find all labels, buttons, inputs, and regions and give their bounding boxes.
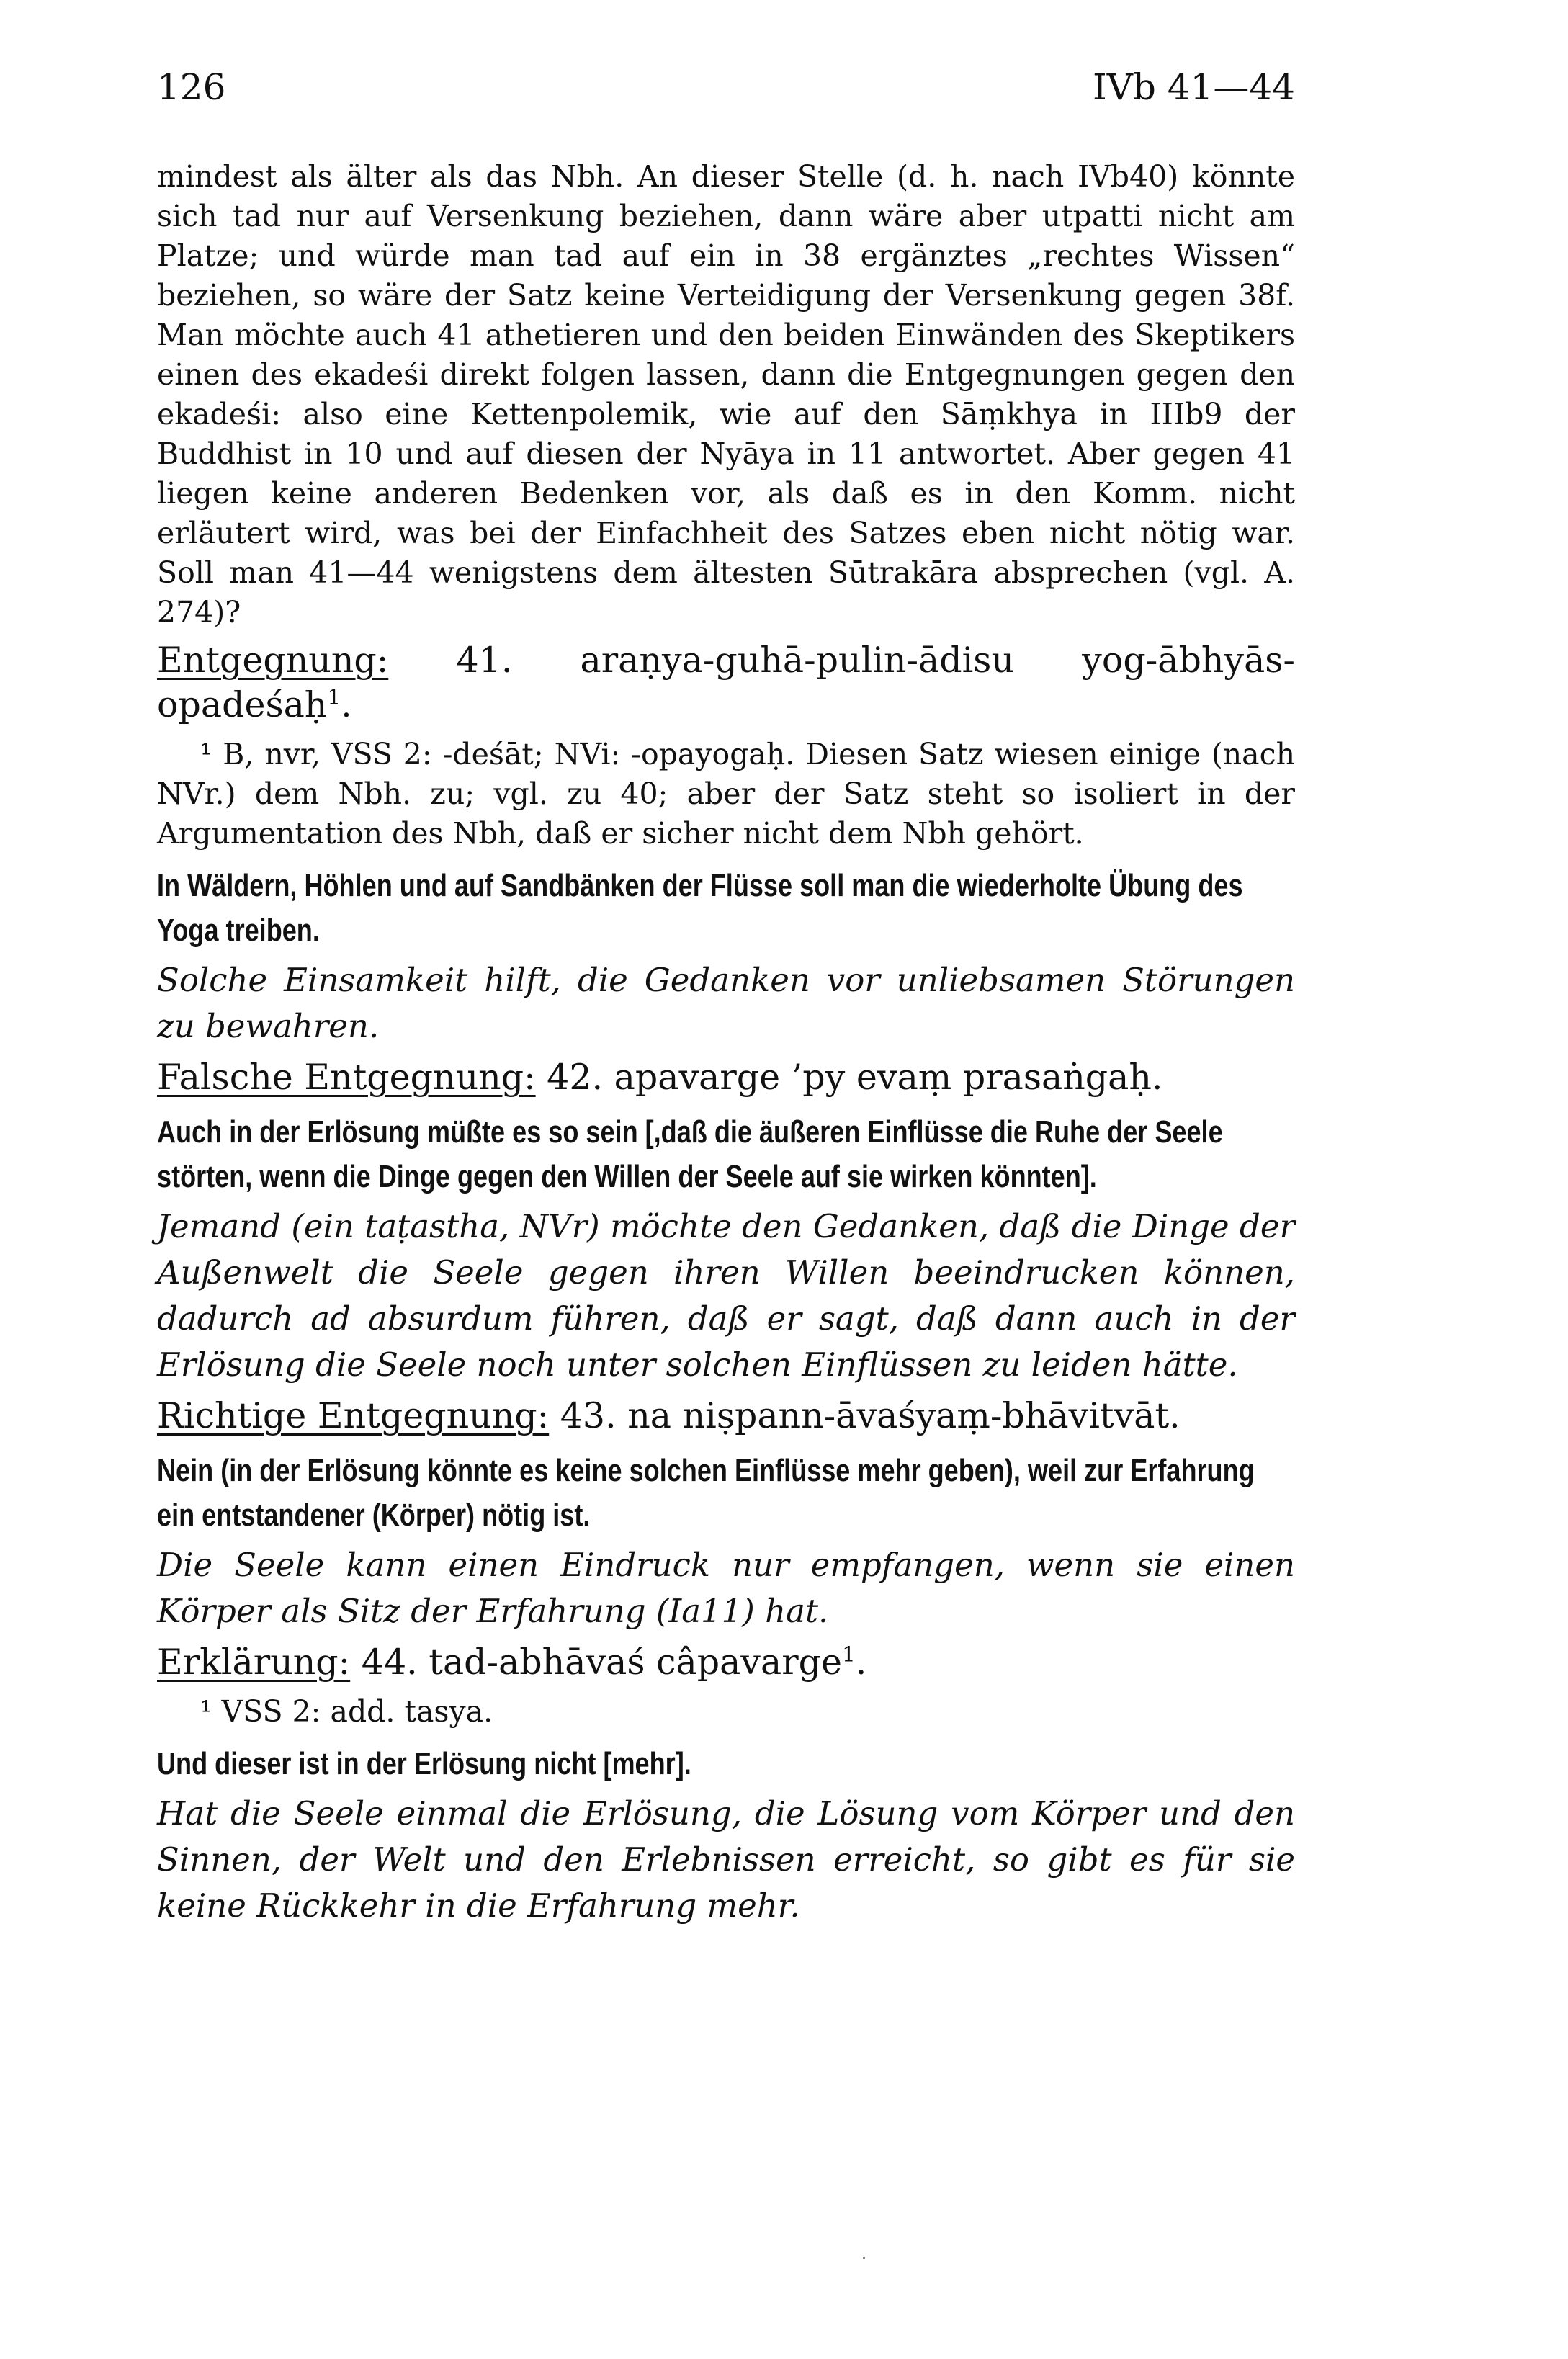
- book-page: [157, 66, 1295, 1929]
- sutra-44-footnote-mark: 1: [841, 1642, 856, 1667]
- sutra-44-translation: Und dieser ist in der Erlösung nicht [mehr].: [157, 1746, 691, 1781]
- sutra-41: [157, 638, 1295, 728]
- sutra-44-commentary: Hat die Seele einmal die Erlösung, die Lösung vom Körper und den Sinnen, der Welt und den Erlebnissen erreicht, so gibt es für sie keine Rückkehr in die Erfahrung mehr.: [157, 1794, 1295, 1925]
- sutra-41-end: .: [341, 684, 352, 725]
- sutra-44-footnote: ¹ VSS 2: add. tasya.: [200, 1694, 493, 1729]
- sutra-43-text: 43. na niṣpann-āvaśyaṃ-bhāvitvāt.: [549, 1395, 1181, 1436]
- sutra-44: [157, 1640, 1295, 1685]
- sutra-44-label: Erklärung:: [157, 1642, 351, 1683]
- sutra-43-label: Richtige Entgegnung:: [157, 1395, 550, 1436]
- sutra-41-footnote-mark: 1: [327, 684, 341, 710]
- sutra-44-text: 44. tad-abhāvaś câpavarge: [350, 1642, 842, 1683]
- sutra-41-label: Entgegnung:: [157, 640, 389, 681]
- sutra-42-label: Falsche Entgegnung:: [157, 1057, 536, 1098]
- sutra-41-commentary: Solche Einsamkeit hilft, die Gedanken vor unliebsamen Störungen zu bewahren.: [157, 961, 1295, 1045]
- intro-paragraph: mindest als älter als das Nbh. An dieser Stelle (d. h. nach IVb40) könnte sich tad nur auf Versenkung beziehen, dann wäre aber utpatti nicht am Platze; und würde man tad auf ein in 38 ergänztes „rechtes Wissen“ beziehen, so wäre der Satz keine Verteidigung der Versenkung gegen 38f. Man möchte auch 41 athetieren und den beiden Einwänden des Skeptikers einen des ekadeśi direkt folgen lassen, dann die Entgegnungen gegen den ekadeśi: also eine Kettenpolemik, wie auf den Sāṃkhya in IIIb9 der Buddhist in 10 und auf diesen der Nyāya in 11 antwortet. Aber gegen 41 liegen keine anderen Bedenken vor, als daß es in den Komm. nicht erläutert wird, was bei der Einfachheit des Satzes eben nicht nötig war. Soll man 41—44 wenigstens dem ältesten Sūtrakāra absprechen (vgl. A. 274)?: [157, 159, 1295, 630]
- sutra-42-text: 42. apavarge ’py evaṃ prasaṅgaḥ.: [535, 1057, 1163, 1098]
- footer-mark: .: [861, 2245, 866, 2263]
- sutra-42: [157, 1055, 1295, 1100]
- sutra-43: [157, 1394, 1295, 1438]
- sutra-41-text: 41. araṇya-guhā-pulin-ādisu yog-ābhyās-opadeśaḥ: [157, 640, 1295, 725]
- sutra-43-translation: Nein (in der Erlösung könnte es keine solchen Einflüsse mehr geben), weil zur Erfahrung ein entstandener (Körper) nötig ist.: [157, 1453, 1255, 1533]
- sutra-42-commentary: Jemand (ein taṭastha, NVr) möchte den Gedanken, daß die Dinge der Außenwelt die Seele gegen ihren Willen beeindrucken können, dadurch ad absurdum führen, daß er sagt, daß dann auch in der Erlösung die Seele noch unter solchen Einflüssen zu leiden hätte.: [157, 1207, 1295, 1384]
- sutra-42-translation: Auch in der Erlösung müßte es so sein [,daß die äußeren Einflüsse die Ruhe der Seele störten, wenn die Dinge gegen den Willen der Seele auf sie wirken könnten].: [157, 1114, 1223, 1194]
- running-head: [157, 66, 1295, 128]
- sutra-43-commentary: Die Seele kann einen Eindruck nur empfangen, wenn sie einen Körper als Sitz der Erfahrung (Ia11) hat.: [157, 1546, 1295, 1630]
- page-number: 126: [157, 66, 226, 108]
- sutra-41-translation: In Wäldern, Höhlen und auf Sandbänken der Flüsse soll man die wiederholte Übung des Yoga treiben.: [157, 868, 1243, 948]
- section-reference: IVb 41—44: [1092, 66, 1295, 108]
- sutra-44-end: .: [855, 1642, 867, 1683]
- sutra-41-footnote: ¹ B, nvr, VSS 2: -deśāt; NVi: -opayogaḥ. Diesen Satz wiesen einige (nach NVr.) dem Nbh. zu; vgl. zu 40; aber der Satz steht so isoliert in der Argumentation des Nbh, daß er sicher nicht dem Nbh gehört.: [157, 737, 1295, 851]
